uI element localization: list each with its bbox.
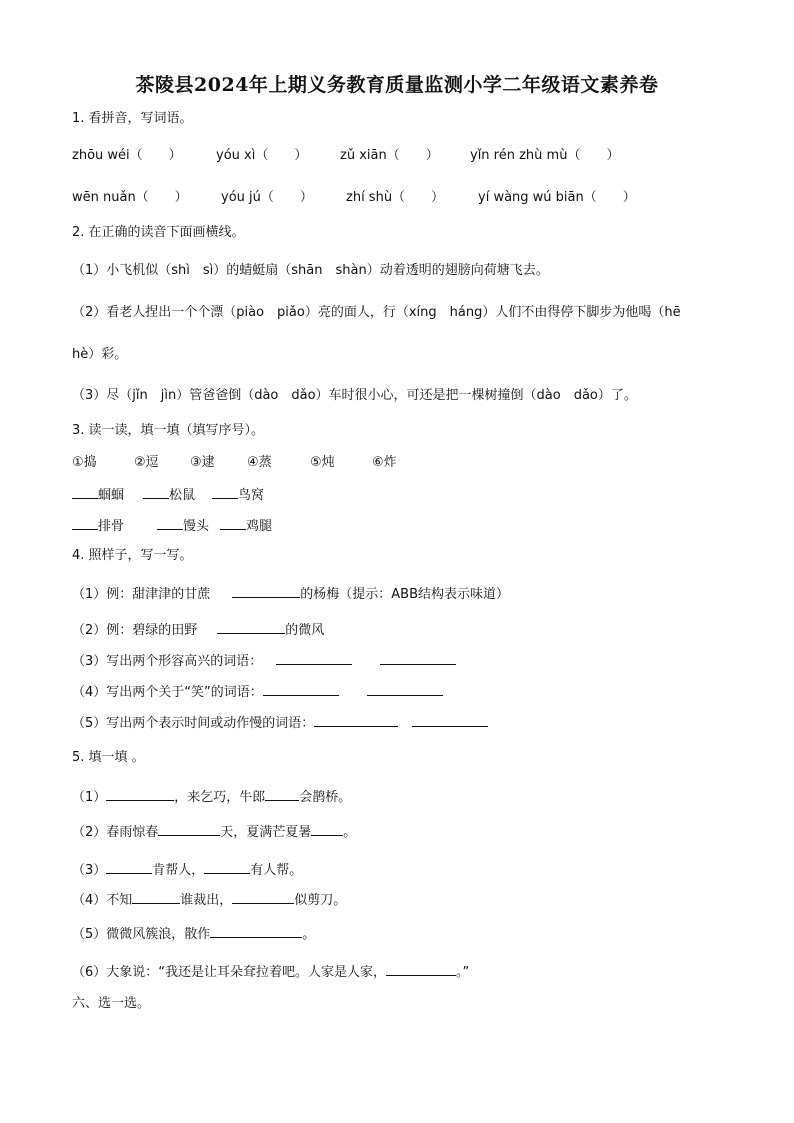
answer-blank[interactable] <box>143 485 169 499</box>
answer-blank[interactable] <box>72 516 98 530</box>
pinyin-item: yóu xì（ ） <box>216 148 308 163</box>
answer-blank[interactable] <box>380 651 456 665</box>
q4-heading: 4. 照样子，写一写。 <box>72 548 193 563</box>
pinyin-item: wēn nuǎn（ ） <box>72 190 188 205</box>
pinyin-item: zhōu wéi（ ） <box>72 148 182 163</box>
q5-heading: 5. 填一填 。 <box>72 750 145 765</box>
answer-blank[interactable] <box>220 516 246 530</box>
q2-sentence-2-cont: hè）彩。 <box>72 347 128 362</box>
answer-blank[interactable] <box>106 860 152 874</box>
pinyin-item: yǐn rén zhù mù（ ） <box>470 148 620 163</box>
pinyin-item: zǔ xiān（ ） <box>340 148 439 163</box>
answer-blank[interactable] <box>367 682 443 696</box>
q2-sentence-2: （2）看老人捏出一个个漂（piào piǎo）亮的面人，行（xíng háng）人们不由得停下脚步为他喝（hē <box>72 305 681 320</box>
answer-blank[interactable] <box>157 516 183 530</box>
option-item: ③逮 <box>190 455 215 470</box>
q6-heading: 六、选一选。 <box>72 996 151 1011</box>
fill-item: 馒头 <box>157 516 209 536</box>
fill-item: 松鼠 <box>143 485 195 505</box>
answer-blank[interactable] <box>132 890 180 904</box>
q5-item-2: （2）春雨惊春 天，夏满芒夏暑 。 <box>72 822 356 842</box>
q2-sentence-3: （3）尽（jǐn jìn）管爸爸倒（dào dǎo）车时很小心，可还是把一棵树撞倒（dào dǎo）了。 <box>72 388 637 403</box>
q3-heading: 3. 读一读，填一填（填写序号）。 <box>72 423 265 438</box>
pinyin-item: zhí shù（ ） <box>346 190 445 205</box>
q1-heading: 1. 看拼音，写词语。 <box>72 111 193 126</box>
answer-blank[interactable] <box>217 620 285 634</box>
q5-item-6: （6）大象说：“我还是让耳朵耷拉着吧。人家是人家， 。” <box>72 962 469 982</box>
pinyin-item: yóu jú（ ） <box>221 190 313 205</box>
option-item: ①捣 <box>72 455 97 470</box>
q5-item-1: （1） ，来乞巧，牛郎 会鹊桥。 <box>72 787 351 807</box>
answer-blank[interactable] <box>210 924 302 938</box>
fill-item: 蝈蝈 <box>72 485 124 505</box>
q4-item-4: （4）写出两个关于“笑”的词语： <box>72 682 443 702</box>
q5-item-5: （5）微微风簇浪，散作 。 <box>72 924 315 944</box>
answer-blank[interactable] <box>412 713 488 727</box>
option-item: ②逗 <box>134 455 159 470</box>
q4-item-2: （2）例：碧绿的田野 的微风 <box>72 620 324 640</box>
answer-blank[interactable] <box>314 713 398 727</box>
exam-title: 茶陵县2024年上期义务教育质量监测小学二年级语文素养卷 <box>135 74 659 96</box>
fill-item: 鸡腿 <box>220 516 272 536</box>
answer-blank[interactable] <box>204 860 250 874</box>
answer-blank[interactable] <box>232 890 294 904</box>
answer-blank[interactable] <box>263 682 339 696</box>
q2-sentence-1: （1）小飞机似（shì sì）的蜻蜓扇（shān shàn）动着透明的翅膀向荷塘飞去。 <box>72 263 549 278</box>
option-item: ④蒸 <box>247 455 272 470</box>
answer-blank[interactable] <box>265 787 299 801</box>
q5-item-4: （4）不知 谁裁出， 似剪刀。 <box>72 890 346 910</box>
q4-item-5: （5）写出两个表示时间或动作慢的词语： <box>72 713 488 733</box>
answer-blank[interactable] <box>386 962 456 976</box>
q2-heading: 2. 在正确的读音下面画横线。 <box>72 225 245 240</box>
q4-item-1: （1）例：甜津津的甘蔗 的杨梅（提示：ABB结构表示味道） <box>72 584 509 604</box>
answer-blank[interactable] <box>158 822 220 836</box>
pinyin-item: yí wàng wú biān（ ） <box>478 190 636 205</box>
answer-blank[interactable] <box>212 485 238 499</box>
answer-blank[interactable] <box>106 787 174 801</box>
q4-item-3: （3）写出两个形容高兴的词语： <box>72 651 456 671</box>
answer-blank[interactable] <box>276 651 352 665</box>
option-item: ⑤炖 <box>310 455 335 470</box>
answer-blank[interactable] <box>232 584 300 598</box>
fill-item: 排骨 <box>72 516 124 536</box>
answer-blank[interactable] <box>311 822 343 836</box>
option-item: ⑥炸 <box>372 455 397 470</box>
answer-blank[interactable] <box>72 485 98 499</box>
q5-item-3: （3） 肯帮人， 有人帮。 <box>72 860 302 880</box>
fill-item: 鸟窝 <box>212 485 264 505</box>
